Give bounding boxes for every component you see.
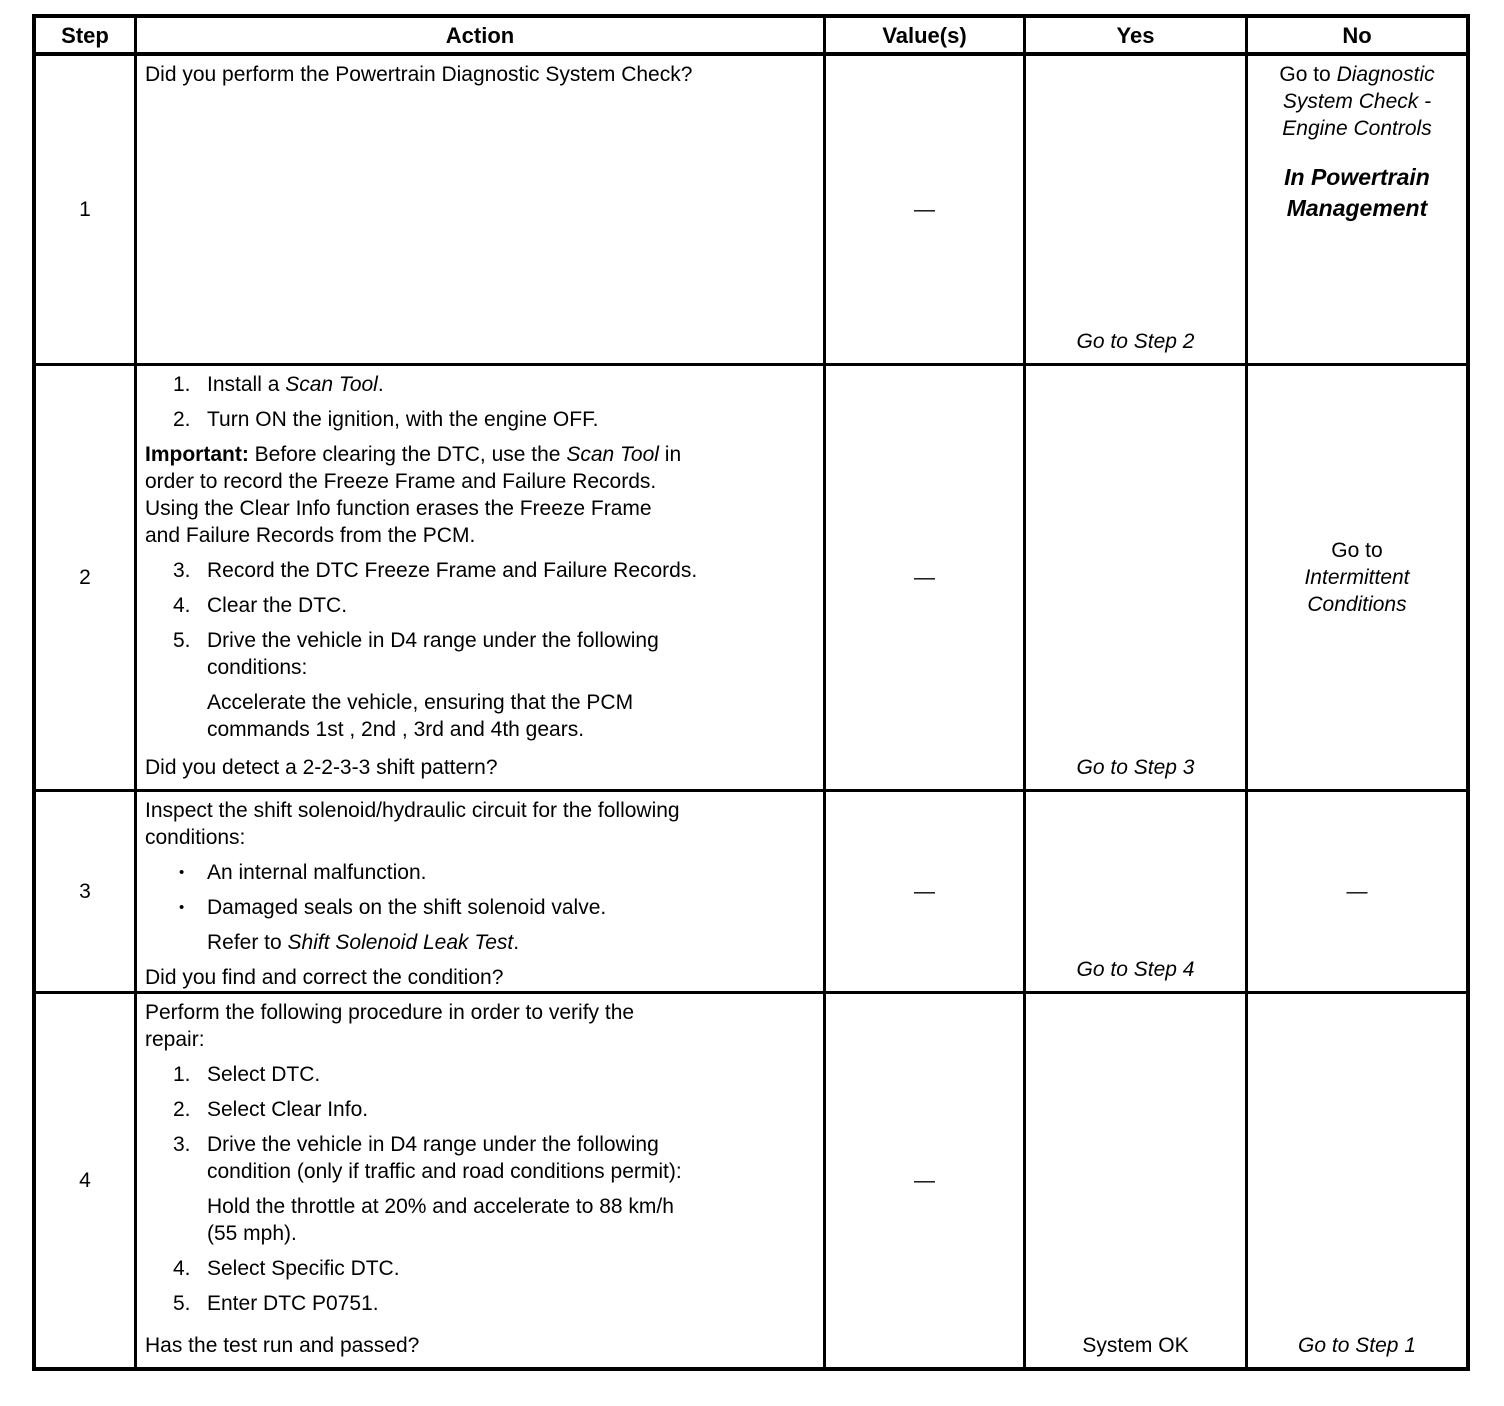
header-step: Step <box>36 18 137 56</box>
text-block <box>173 1061 813 1088</box>
list-marker: 4. <box>173 1257 191 1280</box>
text-block <box>173 406 813 433</box>
block-text: Drive the vehicle in D4 range under the following condition (only if traffic and road conditions permit): <box>207 1133 682 1183</box>
block-text: Damaged seals on the shift solenoid valve. <box>207 896 607 919</box>
text-block <box>173 1096 813 1123</box>
no-cell-1 <box>1248 56 1466 366</box>
text-block <box>179 859 813 886</box>
yes-cell-2: Go to Step 3 <box>1026 366 1248 792</box>
header-no: No <box>1248 18 1466 56</box>
text-block <box>1304 537 1409 618</box>
block-text: Select Clear Info. <box>207 1098 369 1121</box>
list-marker: 4. <box>173 594 191 617</box>
block-text: Select Specific DTC. <box>207 1257 400 1280</box>
block-text: Drive the vehicle in D4 range under the following conditions: <box>207 629 659 679</box>
step-number-1: 1 <box>36 56 137 366</box>
list-marker: 2. <box>173 408 191 431</box>
text-block <box>1279 61 1434 142</box>
list-marker: • <box>179 899 185 916</box>
block-text: Select DTC. <box>207 1063 321 1086</box>
list-marker: 1. <box>173 1063 191 1086</box>
values-cell-2: — <box>826 366 1026 792</box>
no-cell-4: Go to Step 1 <box>1298 1334 1416 1357</box>
list-marker: 3. <box>173 1133 191 1156</box>
block-text: Clear the DTC. <box>207 594 348 617</box>
list-marker: 1. <box>173 373 191 396</box>
block-text: Did you detect a 2-2-3-3 shift pattern? <box>145 756 498 779</box>
block-text: Refer to Shift Solenoid Leak Test. <box>207 931 520 954</box>
list-marker: 5. <box>173 1292 191 1315</box>
block-text: Important: Before clearing the DTC, use the Scan Tool in order to record the Freeze Frame and Failure Records. Using the Clear Info function erases the Freeze Frame and Failure Records from the PCM. <box>145 443 682 547</box>
block-text: Has the test run and passed? <box>145 1334 420 1357</box>
text-block <box>173 592 813 619</box>
block-text: Hold the throttle at 20% and accelerate to 88 km/h (55 mph). <box>207 1195 674 1245</box>
header-action: Action <box>137 18 826 56</box>
action-cell-1 <box>137 56 826 366</box>
text-block <box>1284 162 1430 224</box>
block-text: Enter DTC P0751. <box>207 1292 379 1315</box>
list-marker: 3. <box>173 559 191 582</box>
block-text: In Powertrain Management <box>1284 164 1430 221</box>
text-block <box>145 999 813 1053</box>
question-text <box>145 956 813 991</box>
text-block <box>145 61 813 88</box>
diagnostic-table <box>32 14 1470 1371</box>
action-cell-2 <box>137 366 826 792</box>
text-block <box>173 1290 813 1317</box>
text-block <box>173 627 813 681</box>
yes-cell-4: System OK <box>1026 994 1248 1367</box>
text-block <box>207 1193 813 1247</box>
block-text: Did you perform the Powertrain Diagnostic System Check? <box>145 63 693 86</box>
yes-cell-3: Go to Step 4 <box>1026 792 1248 994</box>
list-marker: • <box>179 864 185 881</box>
text-block <box>179 894 813 921</box>
text-block <box>145 441 813 549</box>
block-text: Did you find and correct the condition? <box>145 966 504 989</box>
no-cell-2 <box>1248 366 1466 792</box>
text-block <box>207 929 813 956</box>
block-text: Turn ON the ignition, with the engine OFF. <box>207 408 599 431</box>
header-yes: Yes <box>1026 18 1248 56</box>
question-text <box>145 746 813 781</box>
question-text <box>145 1324 813 1359</box>
step-number-2: 2 <box>36 366 137 792</box>
step-number-3: 3 <box>36 792 137 994</box>
text-block <box>173 371 813 398</box>
values-cell-3: — <box>826 792 1026 994</box>
block-text: Go to Intermittent Conditions <box>1304 539 1410 616</box>
values-cell-4: — <box>826 994 1026 1367</box>
header-values: Value(s) <box>826 18 1026 56</box>
step-number-4: 4 <box>36 994 137 1367</box>
text-block <box>145 797 813 851</box>
action-cell-4 <box>137 994 826 1367</box>
list-marker: 5. <box>173 629 191 652</box>
block-text: Accelerate the vehicle, ensuring that the PCM commands 1st , 2nd , 3rd and 4th gears. <box>207 691 634 741</box>
block-text: An internal malfunction. <box>207 861 427 884</box>
block-text: Install a Scan Tool. <box>207 373 384 396</box>
action-cell-3 <box>137 792 826 994</box>
list-marker: 2. <box>173 1098 191 1121</box>
block-text: Inspect the shift solenoid/hydraulic circuit for the following conditions: <box>145 799 680 849</box>
block-text: Perform the following procedure in order to verify the repair: <box>145 1001 635 1051</box>
block-text: Record the DTC Freeze Frame and Failure Records. <box>207 559 698 582</box>
values-cell-1: — <box>826 56 1026 366</box>
text-block <box>173 557 813 584</box>
block-text: Go to Diagnostic System Check - Engine Controls <box>1279 63 1435 140</box>
text-block <box>173 1255 813 1282</box>
text-block <box>207 689 813 743</box>
no-cell-3: — <box>1248 792 1466 994</box>
yes-cell-1: Go to Step 2 <box>1026 56 1248 366</box>
text-block <box>173 1131 813 1185</box>
